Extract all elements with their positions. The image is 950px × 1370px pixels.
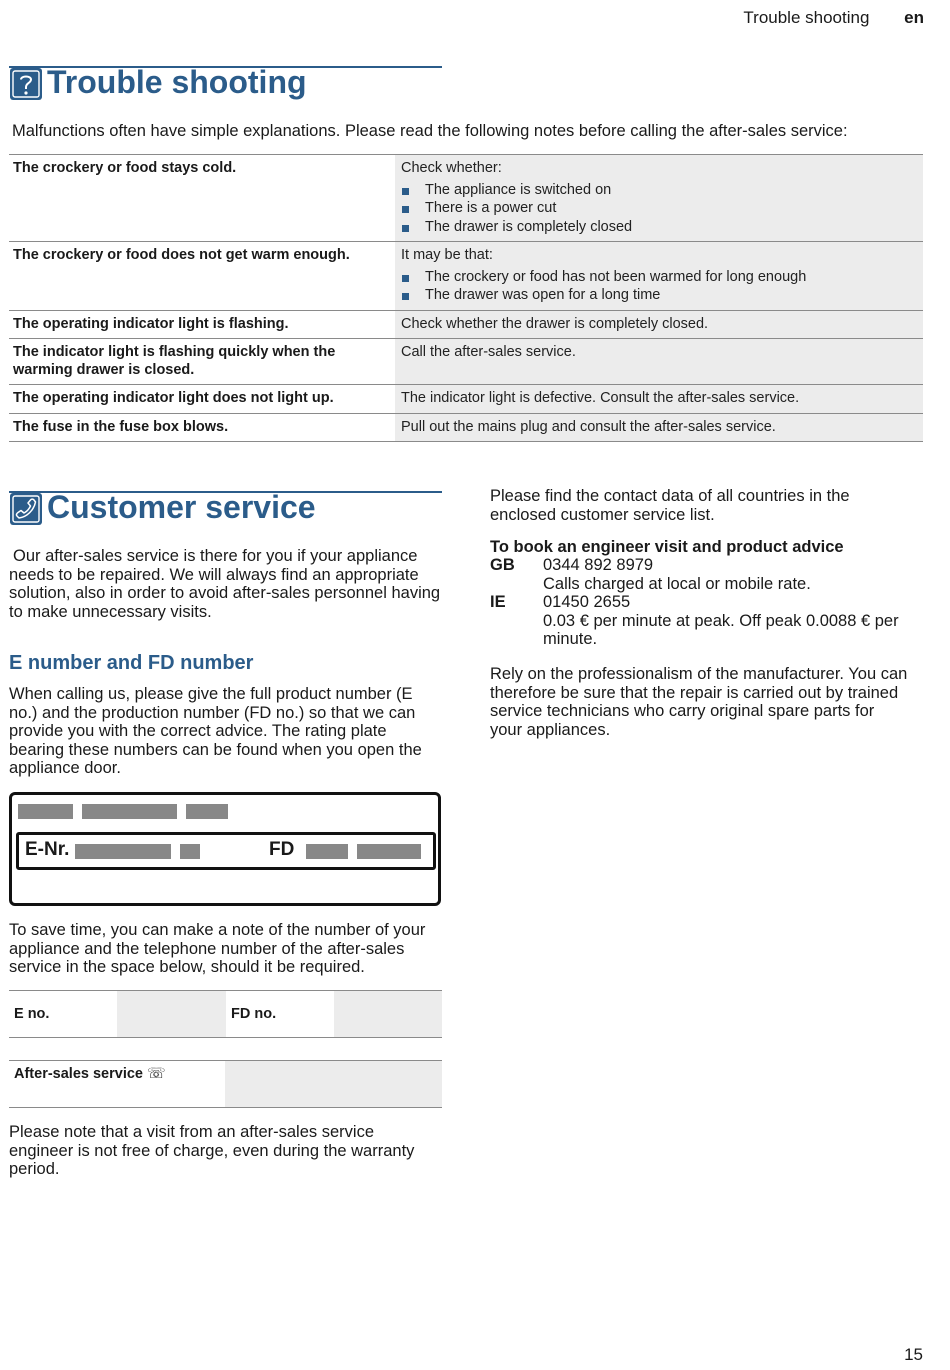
contact-ie [490,593,910,649]
solution-cell: Pull out the mains plug and consult the after-sales service. [395,414,923,442]
e-no-label: E no. [14,1006,50,1022]
troubleshooting-table [9,154,923,442]
solution-lead: Check whether: [401,160,502,176]
contact-intro: Please find the contact data of all countries in the enclosed customer service list. [490,487,850,524]
rating-plate-illustration [9,792,441,906]
solution-bullet: The crockery or food has not been warmed for long enough [401,268,917,287]
enr-label: E-Nr. [25,839,70,860]
problem-cell: The operating indicator light does not light up. [13,390,334,406]
customer-service-intro: Our after-sales service is there for you if your appliance needs to be repaired. We will always find an appropriate solution, also in order to avoid after-sales personnel having to make unnecessary visits. [9,547,441,621]
table-row [9,339,923,385]
enr-blur [75,844,200,859]
solution-cell: Check whether the drawer is completely closed. [395,311,923,339]
rate-note: Calls charged at local or mobile rate. [543,574,811,593]
rate-note: 0.03 € per minute at peak. Off peak 0.0088 € per minute. [543,611,899,648]
warranty-note: Please note that a visit from an after-sales service engineer is not free of charge, even during the warranty period. [9,1123,415,1178]
contact-details [543,593,913,649]
closing-text: Rely on the professionalism of the manufacturer. You can therefore be sure that the repair is carried out by trained service technicians who carry original spare parts for your appliances. [490,665,908,739]
enumber-text: When calling us, please give the full product number (E no.) and the production number (FD no.) so that we can provide you with the correct advice. The rating plate bearing these numbers can be found when you open the appliance door. [9,685,422,777]
phone-number: 0344 892 8979 [543,556,654,574]
table-row [9,242,923,311]
troubleshooting-heading [9,64,442,100]
e-no-write-field [117,991,226,1037]
problem-cell: The operating indicator light is flashing. [13,315,289,332]
running-header [743,8,924,28]
solution-bullet: The appliance is switched on [401,181,917,200]
solution-lead: It may be that: [401,247,493,263]
after-sales-note-row [9,1060,442,1108]
table-row [9,385,923,414]
after-sales-label [14,1064,166,1082]
enumber-subheading: E number and FD number [9,652,254,674]
after-sales-write-field [225,1061,442,1107]
telephone-handset-icon [10,493,42,525]
e-fd-number-note-row [9,990,442,1038]
fd-no-label: FD no. [231,1006,277,1022]
solution-cell: The indicator light is defective. Consult the after-sales service. [395,385,923,413]
fd-label: FD [269,839,295,860]
save-time-text: To save time, you can make a note of the number of your appliance and the telephone number of the after-sales service in the space below, should it be required. [9,921,426,976]
country-code: GB [490,556,515,574]
troubleshooting-title: Trouble shooting [47,64,307,100]
solution-cell [395,155,923,241]
running-header-section: Trouble shooting [743,8,870,27]
solution-cell: Call the after-sales service. [395,339,923,384]
problem-cell: The indicator light is flashing quickly when the warming drawer is closed. [13,344,336,378]
after-sales-label-text: After-sales service [14,1066,143,1082]
problem-cell: The crockery or food stays cold. [13,160,237,176]
solution-list [401,181,917,237]
solution-bullet: The drawer was open for a long time [401,286,917,305]
solution-cell [395,242,923,310]
contact-details [543,556,913,593]
customer-service-heading [9,489,442,525]
table-row [9,155,923,242]
rating-plate-blur-line [18,804,228,819]
contact-gb [490,556,910,594]
phone-number: 01450 2655 [543,593,631,611]
table-row [9,311,923,340]
question-mark-icon [10,68,42,100]
problem-cell: The crockery or food does not get warm enough. [13,247,350,263]
fd-blur [306,844,421,859]
table-row [9,414,923,443]
booking-title: To book an engineer visit and product advice [490,538,844,556]
country-code: IE [490,593,506,611]
rating-plate-number-box [16,832,436,870]
customer-service-title: Customer service [47,489,316,525]
fd-no-write-field [334,991,442,1037]
solution-list [401,268,917,305]
page-number: 15 [904,1345,923,1364]
solution-bullet: There is a power cut [401,199,917,218]
problem-cell: The fuse in the fuse box blows. [13,418,229,435]
running-header-language: en [904,8,924,27]
telephone-icon: ☏ [147,1064,166,1082]
troubleshooting-intro: Malfunctions often have simple explanations. Please read the following notes before calling the after-sales service: [12,122,848,140]
solution-bullet: The drawer is completely closed [401,218,917,237]
